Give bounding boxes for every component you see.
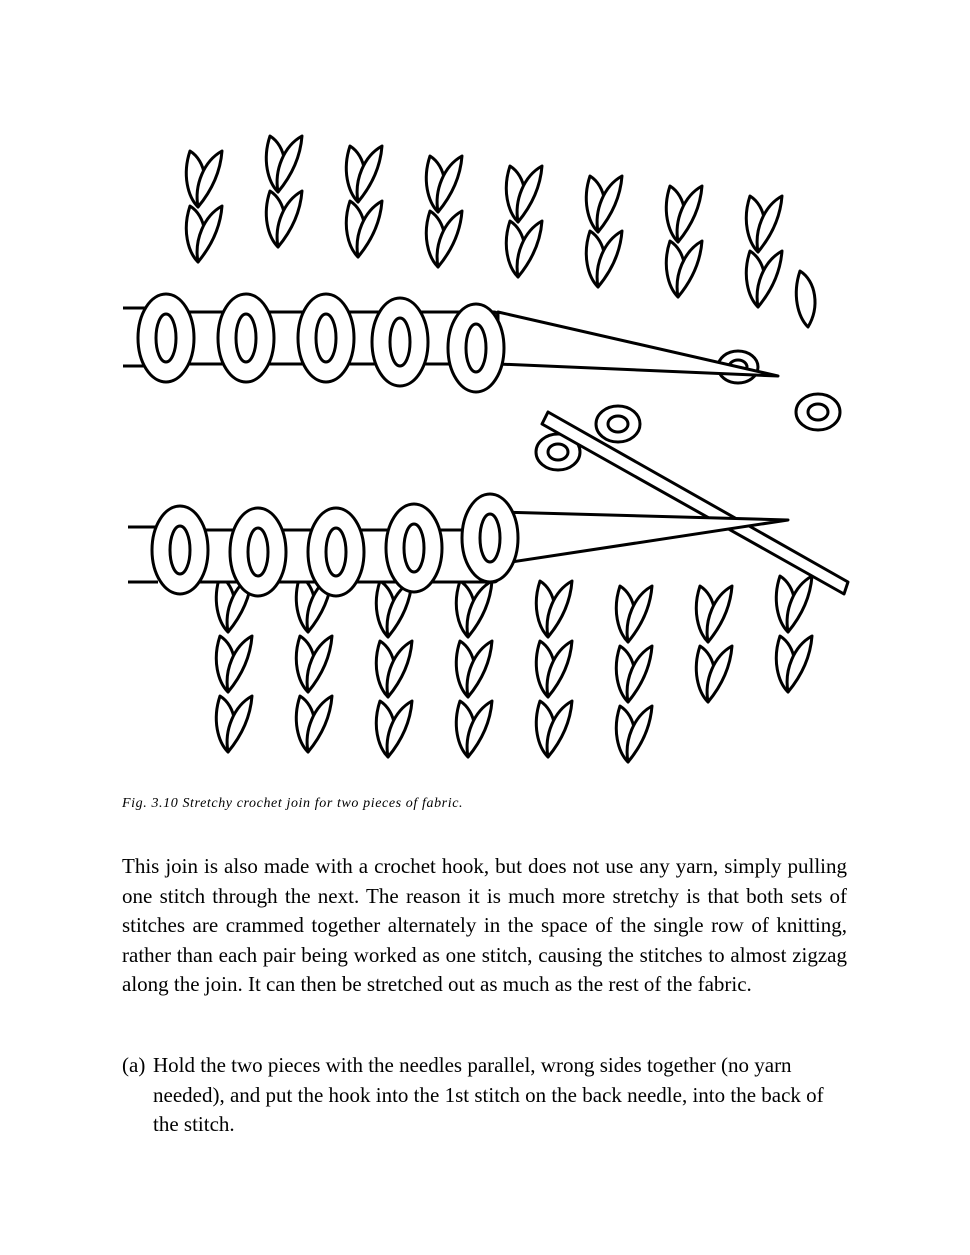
- figure-caption: [122, 796, 852, 812]
- instruction-step: [122, 1051, 837, 1140]
- knitting-illustration: [118, 112, 854, 782]
- knitting-needles-icon: [118, 112, 854, 782]
- figure-caption-text: Stretchy crochet join for two pieces of fabric.: [182, 796, 464, 811]
- step-text: Hold the two pieces with the needles parallel, wrong sides together (no yarn needed), and put the hook into the 1st stitch on the back needle, into the back of the stitch.: [153, 1053, 824, 1136]
- step-label: (a): [122, 1053, 146, 1077]
- figure-label: Fig. 3.10: [122, 796, 179, 811]
- body-paragraph: This join is also made with a crochet hook, but does not use any yarn, simply pulling one stitch through the next. The reason it is much more stretchy is that both sets of stitches are crammed together alternately in the space of the single row of knitting, rather than each pair being worked as one stitch, causing the stitches to almost zigzag along the join. It can then be stretched out as much as the rest of the fabric.: [122, 854, 847, 996]
